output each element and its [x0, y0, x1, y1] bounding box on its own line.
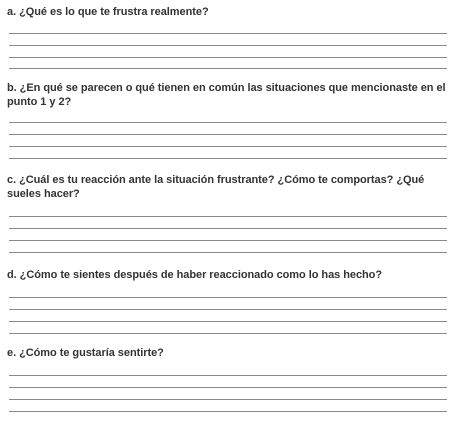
answer-line[interactable]	[9, 240, 447, 241]
answer-line[interactable]	[9, 228, 447, 229]
answer-line[interactable]	[9, 122, 447, 123]
answer-line[interactable]	[9, 411, 447, 412]
answer-line[interactable]	[9, 146, 447, 147]
question-d	[7, 268, 449, 282]
question-e	[7, 346, 449, 360]
answer-line[interactable]	[9, 33, 447, 34]
answer-line[interactable]	[9, 309, 447, 310]
answer-line[interactable]	[9, 216, 447, 217]
answer-line[interactable]	[9, 399, 447, 400]
question-c-text: c. ¿Cuál es tu reacción ante la situación frustrante? ¿Cómo te comportas? ¿Qué sueles hacer?	[7, 174, 425, 200]
answer-line[interactable]	[9, 252, 447, 253]
answer-line[interactable]	[9, 387, 447, 388]
question-a-text: a. ¿Qué es lo que te frustra realmente?	[7, 6, 209, 18]
answer-line[interactable]	[9, 68, 447, 69]
answer-line[interactable]	[9, 45, 447, 46]
question-e-text: e. ¿Cómo te gustaría sentirte?	[7, 347, 164, 359]
answer-line[interactable]	[9, 134, 447, 135]
question-b-text: b. ¿En qué se parecen o qué tienen en común las situaciones que mencionaste en el punto 1 y 2?	[7, 82, 446, 108]
answer-line[interactable]	[9, 321, 447, 322]
answer-line[interactable]	[9, 333, 447, 334]
answer-line[interactable]	[9, 57, 447, 58]
answer-line[interactable]	[9, 297, 447, 298]
question-b	[7, 81, 449, 109]
question-c	[7, 173, 449, 201]
question-a	[7, 5, 449, 19]
answer-line[interactable]	[9, 375, 447, 376]
question-d-text: d. ¿Cómo te sientes después de haber reaccionado como lo has hecho?	[7, 269, 383, 281]
answer-line[interactable]	[9, 158, 447, 159]
